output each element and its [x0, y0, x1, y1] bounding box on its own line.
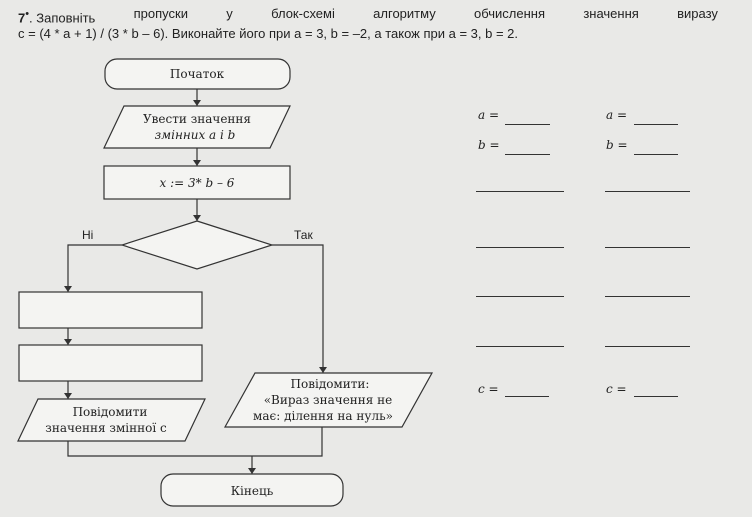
task-word-7: значення [583, 6, 639, 21]
answer-b-blank-1[interactable] [505, 154, 550, 155]
answer-c-blank-2[interactable] [634, 396, 678, 397]
task-number: 7 [18, 10, 26, 26]
answer-a-blank-1[interactable] [505, 124, 550, 125]
branch-yes-label: Так [294, 228, 313, 242]
blank-block-1 [19, 292, 202, 328]
answer-step-blank-1-4[interactable] [476, 346, 564, 347]
assign-label: x := 3* b – 6 [159, 176, 235, 190]
answer-step-blank-2-3[interactable] [605, 296, 690, 297]
output-left-label-1: Повідомити [72, 405, 148, 419]
output-right-label-1: Повідомити: [290, 377, 370, 391]
input-label-2: змінних a і b [154, 128, 236, 142]
task-word-1: 7•. Заповніть [18, 8, 96, 26]
task-word-5: алгоритму [373, 6, 436, 21]
answer-a-label-1: a = [478, 108, 500, 122]
answer-step-blank-1-2[interactable] [476, 247, 564, 248]
answer-step-blank-2-1[interactable] [605, 191, 690, 192]
answer-b-label-2: b = [606, 138, 628, 152]
task-word-4: блок-схемі [271, 6, 335, 21]
branch-no-label: Ні [82, 228, 94, 242]
blank-block-2 [19, 345, 202, 381]
answer-step-blank-1-1[interactable] [476, 191, 564, 192]
answer-a-blank-2[interactable] [634, 124, 678, 125]
output-right-label-3: має: ділення на нуль» [253, 409, 393, 423]
answer-step-blank-1-3[interactable] [476, 296, 564, 297]
end-label: Кінець [230, 484, 274, 498]
answer-step-blank-2-4[interactable] [605, 346, 690, 347]
answer-a-label-2: a = [606, 108, 628, 122]
task-word-3: у [226, 6, 233, 21]
answer-b-label-1: b = [478, 138, 500, 152]
output-left-label-2: значення змінної c [45, 421, 167, 435]
decision-diamond [122, 221, 272, 269]
task-word-2: пропуски [133, 6, 188, 21]
answer-c-label-2: c = [606, 382, 627, 396]
answer-c-label-1: c = [478, 382, 499, 396]
input-label-1: Увести значення [143, 112, 251, 126]
task-line-2: c = (4 * a + 1) / (3 * b – 6). Виконайте його при a = 3, b = –2, а також при a = 3, b = 2. [18, 26, 519, 42]
task-word-8: виразу [677, 6, 718, 21]
answer-step-blank-2-2[interactable] [605, 247, 690, 248]
task-word-6: обчислення [474, 6, 546, 21]
output-right-label-2: «Вираз значення не [263, 393, 393, 407]
answer-c-blank-1[interactable] [505, 396, 549, 397]
answer-b-blank-2[interactable] [634, 154, 678, 155]
start-label: Початок [169, 67, 225, 81]
